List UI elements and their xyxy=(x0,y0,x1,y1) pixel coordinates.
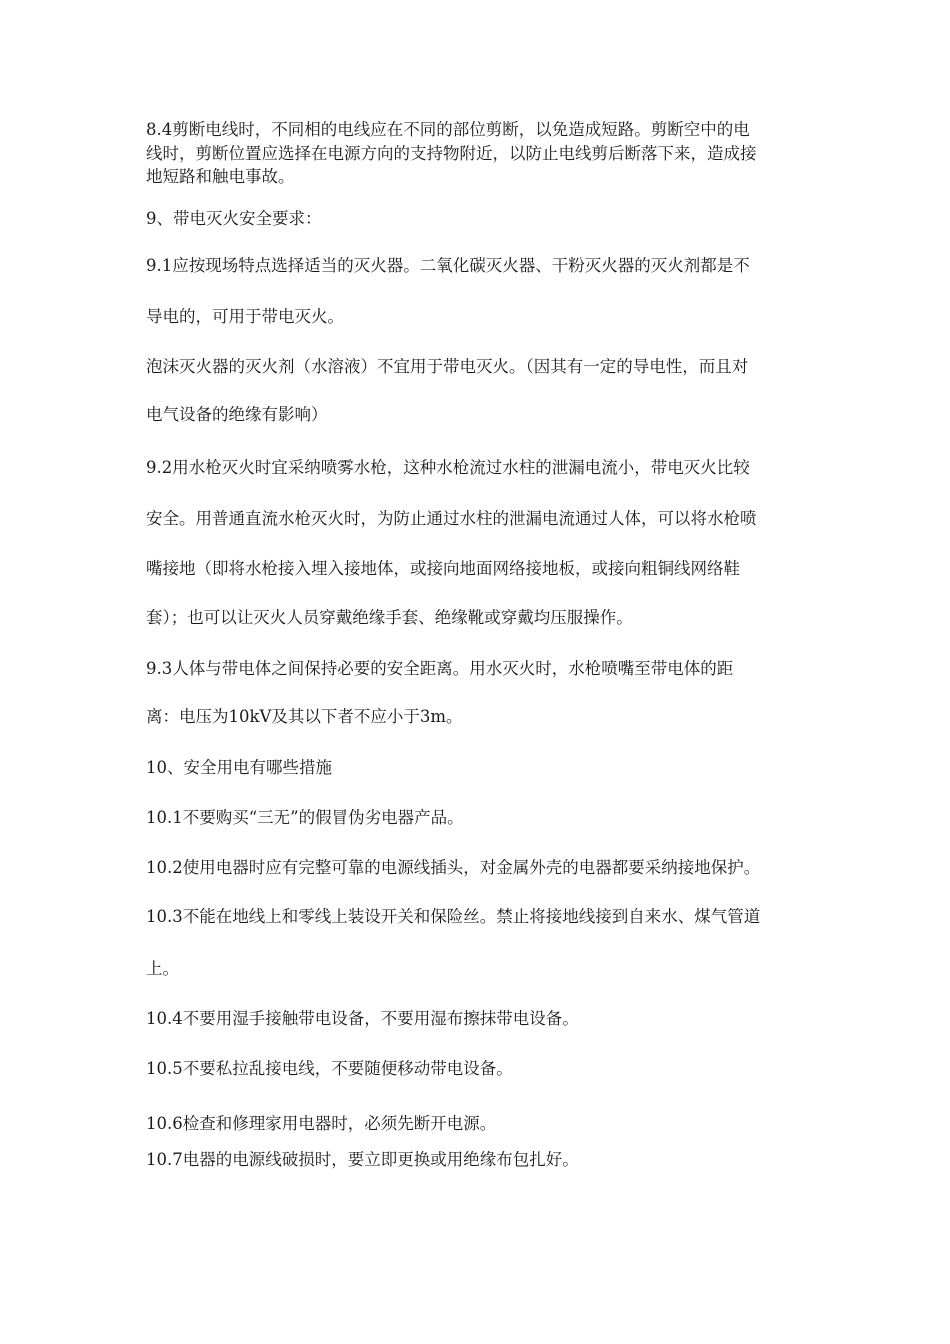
text-line: 9.3人体与带电体之间保持必要的安全距离。用水灭火时，水枪喷嘴至带电体的距 xyxy=(146,659,734,678)
section-heading: 9、带电灭火安全要求： xyxy=(146,209,322,228)
text-line: 9.1应按现场特点选择适当的灭火器。二氧化碳灭火器、干粉灭火器的灭火剂都是不 xyxy=(146,256,750,275)
text-line: 线时，剪断位置应选择在电源方向的支持物附近，以防止电线剪后断落下来，造成接 xyxy=(146,144,757,163)
text-line: 泡沫灭火器的灭火剂（水溶液）不宜用于带电灭火。（因其有一定的导电性，而且对 xyxy=(146,357,749,376)
text-line: 10.7电器的电源线破损时，要立即更换或用绝缘布包扎好。 xyxy=(146,1150,579,1169)
text-line: 10.4不要用湿手接触带电设备，不要用湿布擦抹带电设备。 xyxy=(146,1009,579,1028)
text-line: 上。 xyxy=(146,959,179,978)
text-line: 地短路和触电事故。 xyxy=(146,167,295,186)
text-line: 10.5不要私拉乱接电线，不要随便移动带电设备。 xyxy=(146,1059,513,1078)
text-line: 离：电压为10kV及其以下者不应小于3m。 xyxy=(146,707,463,726)
text-line: 套）；也可以让灭火人员穿戴绝缘手套、绝缘靴或穿戴均压服操作。 xyxy=(146,608,633,627)
text-line: 嘴接地（即将水枪接入埋入接地体，或接向地面网络接地板，或接向粗铜线网络鞋 xyxy=(146,559,740,578)
text-line: 电气设备的绝缘有影响） xyxy=(146,405,328,424)
text-line: 10.1不要购买“三无”的假冒伪劣电器产品。 xyxy=(146,808,464,827)
text-line: 10.6检查和修理家用电器时，必须先断开电源。 xyxy=(146,1114,497,1133)
section-heading: 10、安全用电有哪些措施 xyxy=(146,758,332,777)
text-line: 9.2用水枪灭火时宜采纳喷雾水枪，这种水枪流过水柱的泄漏电流小，带电灭火比较 xyxy=(146,458,750,477)
text-line: 10.3不能在地线上和零线上装设开关和保险丝。禁止将接地线接到自来水、煤气管道 xyxy=(146,907,761,926)
text-line: 导电的，可用于带电灭火。 xyxy=(146,307,344,326)
text-line: 8.4剪断电线时，不同相的电线应在不同的部位剪断，以免造成短路。剪断空中的电 xyxy=(146,120,750,139)
text-line: 安全。用普通直流水枪灭火时，为防止通过水柱的泄漏电流通过人体，可以将水枪喷 xyxy=(146,509,757,528)
text-line: 10.2使用电器时应有完整可靠的电源线插头，对金属外壳的电器都要采纳接地保护。 xyxy=(146,858,761,877)
